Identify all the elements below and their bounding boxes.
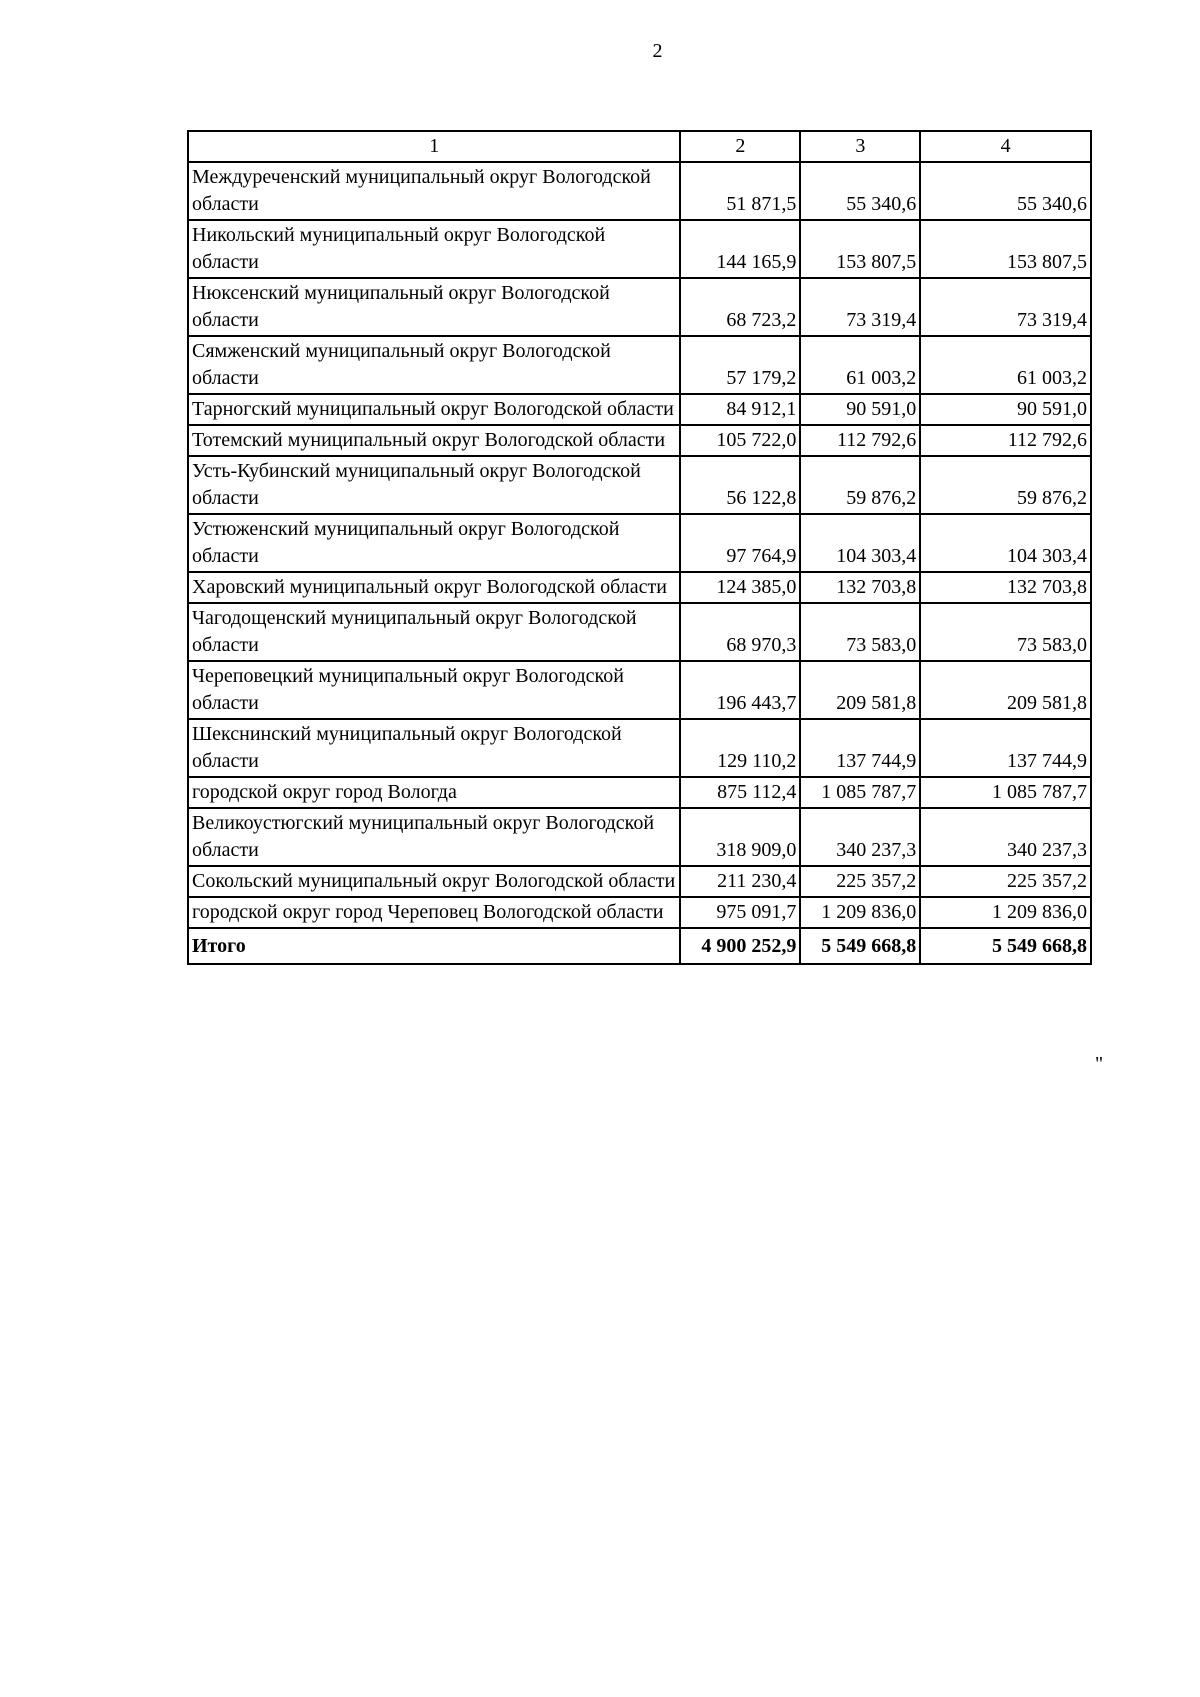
row-name-cell: Междуреченский муниципальный округ Вологодской области — [188, 162, 680, 220]
row-value-col4: 137 744,9 — [920, 719, 1091, 777]
row-name-cell: Череповецкий муниципальный округ Вологодской области — [188, 661, 680, 719]
table-header-row — [188, 131, 1091, 162]
row-value-col2: 318 909,0 — [680, 808, 800, 866]
row-value-col4: 225 357,2 — [920, 866, 1091, 897]
row-name-cell: Сокольский муниципальный округ Вологодской области — [188, 866, 680, 897]
row-value-col4: 112 792,6 — [920, 425, 1091, 456]
row-value-col2: 68 723,2 — [680, 278, 800, 336]
row-value-col2: 144 165,9 — [680, 220, 800, 278]
table-row — [188, 572, 1091, 603]
total-value-col2: 4 900 252,9 — [680, 928, 800, 964]
table-row — [188, 808, 1091, 866]
row-name-cell: Тарногский муниципальный округ Вологодской области — [188, 394, 680, 425]
row-value-col3: 104 303,4 — [800, 514, 920, 572]
row-value-col2: 105 722,0 — [680, 425, 800, 456]
page-number: 2 — [652, 40, 663, 62]
row-name-cell: Никольский муниципальный округ Вологодской области — [188, 220, 680, 278]
row-value-col3: 1 085 787,7 — [800, 777, 920, 808]
table-row — [188, 456, 1091, 514]
column-header-1: 1 — [188, 131, 680, 162]
row-value-col3: 112 792,6 — [800, 425, 920, 456]
table-row — [188, 777, 1091, 808]
row-value-col2: 97 764,9 — [680, 514, 800, 572]
row-value-col4: 59 876,2 — [920, 456, 1091, 514]
row-value-col4: 209 581,8 — [920, 661, 1091, 719]
total-label: Итого — [188, 928, 680, 964]
row-value-col2: 975 091,7 — [680, 897, 800, 928]
row-value-col3: 73 583,0 — [800, 603, 920, 661]
column-header-2: 2 — [680, 131, 800, 162]
table-body — [188, 162, 1091, 928]
row-value-col4: 132 703,8 — [920, 572, 1091, 603]
row-value-col3: 225 357,2 — [800, 866, 920, 897]
row-value-col3: 73 319,4 — [800, 278, 920, 336]
row-value-col4: 1 209 836,0 — [920, 897, 1091, 928]
total-row — [188, 928, 1091, 964]
row-name-cell: городской округ город Вологда — [188, 777, 680, 808]
row-value-col2: 51 871,5 — [680, 162, 800, 220]
row-value-col2: 57 179,2 — [680, 336, 800, 394]
row-name-cell: Сямженский муниципальный округ Вологодской области — [188, 336, 680, 394]
row-value-col3: 61 003,2 — [800, 336, 920, 394]
table-row — [188, 220, 1091, 278]
row-value-col2: 84 912,1 — [680, 394, 800, 425]
row-name-cell: Устюженский муниципальный округ Вологодской области — [188, 514, 680, 572]
row-name-cell: Тотемский муниципальный округ Вологодской области — [188, 425, 680, 456]
row-name-cell: Чагодощенский муниципальный округ Вологодской области — [188, 603, 680, 661]
row-name-cell: Нюксенский муниципальный округ Вологодской области — [188, 278, 680, 336]
table-row — [188, 603, 1091, 661]
table-row — [188, 336, 1091, 394]
budget-table — [187, 130, 1092, 965]
row-value-col3: 340 237,3 — [800, 808, 920, 866]
row-name-cell: Великоустюгский муниципальный округ Вологодской области — [188, 808, 680, 866]
row-name-cell: Усть-Кубинский муниципальный округ Вологодской области — [188, 456, 680, 514]
row-value-col3: 132 703,8 — [800, 572, 920, 603]
row-value-col3: 137 744,9 — [800, 719, 920, 777]
column-header-3: 3 — [800, 131, 920, 162]
table-row — [188, 866, 1091, 897]
row-name-cell: Шекснинский муниципальный округ Вологодской области — [188, 719, 680, 777]
row-value-col4: 90 591,0 — [920, 394, 1091, 425]
row-value-col2: 124 385,0 — [680, 572, 800, 603]
table-row — [188, 425, 1091, 456]
row-value-col2: 56 122,8 — [680, 456, 800, 514]
row-value-col2: 196 443,7 — [680, 661, 800, 719]
row-value-col2: 129 110,2 — [680, 719, 800, 777]
table-row — [188, 897, 1091, 928]
row-value-col4: 104 303,4 — [920, 514, 1091, 572]
row-value-col4: 1 085 787,7 — [920, 777, 1091, 808]
row-value-col4: 61 003,2 — [920, 336, 1091, 394]
row-name-cell: Харовский муниципальный округ Вологодской области — [188, 572, 680, 603]
total-value-col4: 5 549 668,8 — [920, 928, 1091, 964]
total-value-col3: 5 549 668,8 — [800, 928, 920, 964]
closing-quote-mark: " — [1095, 1053, 1104, 1075]
row-value-col3: 153 807,5 — [800, 220, 920, 278]
row-value-col3: 90 591,0 — [800, 394, 920, 425]
row-value-col3: 209 581,8 — [800, 661, 920, 719]
row-value-col3: 1 209 836,0 — [800, 897, 920, 928]
row-value-col4: 153 807,5 — [920, 220, 1091, 278]
row-value-col2: 875 112,4 — [680, 777, 800, 808]
table-row — [188, 394, 1091, 425]
row-value-col3: 59 876,2 — [800, 456, 920, 514]
row-value-col4: 55 340,6 — [920, 162, 1091, 220]
column-header-4: 4 — [920, 131, 1091, 162]
table-row — [188, 278, 1091, 336]
table-row — [188, 719, 1091, 777]
row-value-col3: 55 340,6 — [800, 162, 920, 220]
row-value-col2: 68 970,3 — [680, 603, 800, 661]
table-row — [188, 162, 1091, 220]
row-value-col4: 73 319,4 — [920, 278, 1091, 336]
row-name-cell: городской округ город Череповец Вологодской области — [188, 897, 680, 928]
row-value-col4: 73 583,0 — [920, 603, 1091, 661]
table-row — [188, 514, 1091, 572]
row-value-col4: 340 237,3 — [920, 808, 1091, 866]
table-row — [188, 661, 1091, 719]
row-value-col2: 211 230,4 — [680, 866, 800, 897]
